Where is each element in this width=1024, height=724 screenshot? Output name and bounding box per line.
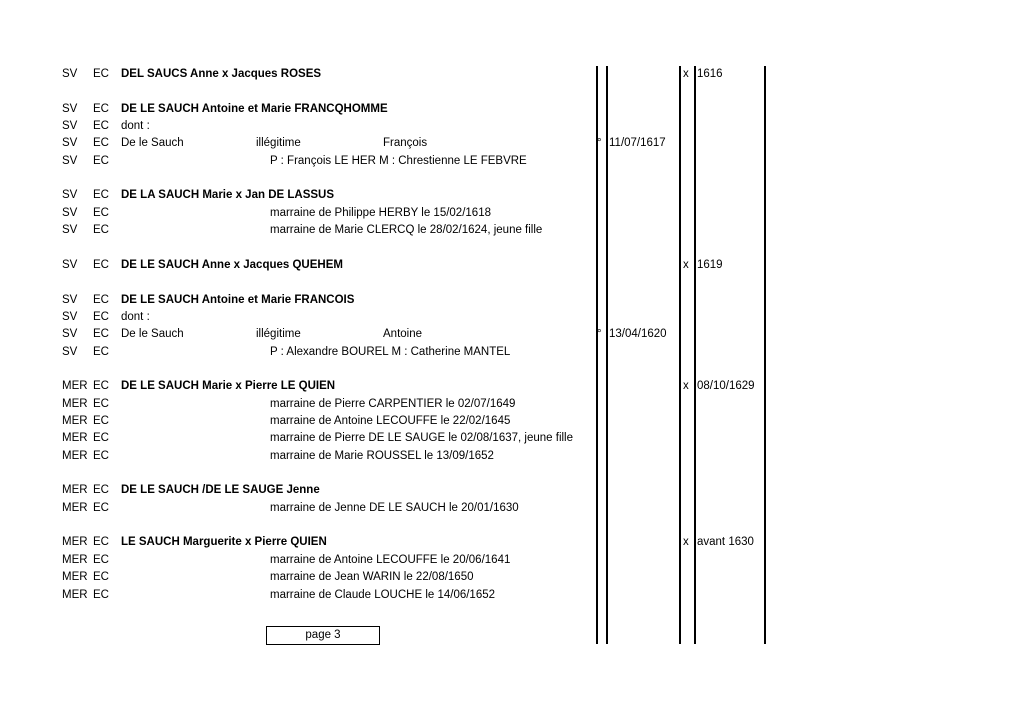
entry-note: marraine de Jenne DE LE SAUCH le 20/01/1630 xyxy=(270,501,519,514)
baptism-mark: ° xyxy=(597,328,602,341)
register-row xyxy=(0,153,1024,170)
record-type: EC xyxy=(93,189,109,202)
parish-code: MER xyxy=(62,432,88,445)
entry-note: marraine de Pierre CARPENTIER le 02/07/1649 xyxy=(270,397,516,410)
record-type: EC xyxy=(93,137,109,150)
register-row xyxy=(0,344,1024,361)
register-row xyxy=(0,309,1024,326)
entry-note: marraine de Pierre DE LE SAUGE le 02/08/1637, jeune fille xyxy=(270,432,573,445)
record-type: EC xyxy=(93,120,109,133)
register-row xyxy=(0,500,1024,517)
record-type: EC xyxy=(93,224,109,237)
legitimacy: illégitime xyxy=(256,328,301,341)
record-type: EC xyxy=(93,449,109,462)
page-number: page 3 xyxy=(305,629,341,641)
register-row xyxy=(0,448,1024,465)
record-type: EC xyxy=(93,432,109,445)
record-type: EC xyxy=(93,102,109,115)
parish-code: MER xyxy=(62,484,88,497)
record-type: EC xyxy=(93,68,109,80)
record-type: EC xyxy=(93,328,109,341)
record-type: EC xyxy=(93,397,109,410)
parish-code: MER xyxy=(62,571,88,584)
marriage-mark: x xyxy=(683,380,689,393)
entry-name: DE LE SAUCH Antoine et Marie FRANCQHOMME xyxy=(121,102,388,115)
entry-note: marraine de Philippe HERBY le 15/02/1618 xyxy=(270,206,491,219)
register-row xyxy=(0,413,1024,430)
parish-code: MER xyxy=(62,501,88,514)
entry-name: De le Sauch xyxy=(121,137,184,150)
record-type: EC xyxy=(93,415,109,427)
parish-code: SV xyxy=(62,345,78,358)
entry-name: De le Sauch xyxy=(121,328,184,341)
parish-code: MER xyxy=(62,553,88,566)
entry-name: DE LE SAUCH /DE LE SAUGE Jenne xyxy=(121,484,320,497)
parish-code: MER xyxy=(62,536,88,549)
register-row xyxy=(0,118,1024,135)
record-type: EC xyxy=(93,571,109,584)
parish-code: SV xyxy=(62,258,78,271)
record-type: EC xyxy=(93,154,109,167)
register-row xyxy=(0,101,1024,118)
marriage-date: 1616 xyxy=(697,68,723,80)
record-type: EC xyxy=(93,588,109,601)
register-row xyxy=(0,66,1024,83)
entry-note: marraine de Antoine LECOUFFE le 20/06/1641 xyxy=(270,553,511,566)
parish-code: SV xyxy=(62,102,78,115)
baptism-mark: ° xyxy=(597,137,602,150)
marriage-date: avant 1630 xyxy=(697,536,754,549)
marriage-mark: x xyxy=(683,68,689,80)
entry-note: marraine de Marie CLERCQ le 28/02/1624, jeune fille xyxy=(270,224,543,237)
register-row xyxy=(0,205,1024,222)
entry-name: DEL SAUCS Anne x Jacques ROSES xyxy=(121,68,322,80)
parish-code: MER xyxy=(62,588,88,601)
entry-note: marraine de Marie ROUSSEL le 13/09/1652 xyxy=(270,449,494,462)
parish-code: MER xyxy=(62,397,88,410)
register-row xyxy=(0,552,1024,569)
parish-code: SV xyxy=(62,206,78,219)
entry-name: DE LE SAUCH Marie x Pierre LE QUIEN xyxy=(121,380,336,393)
record-type: EC xyxy=(93,553,109,566)
register-row xyxy=(0,326,1024,343)
parish-code: MER xyxy=(62,449,88,462)
entry-note: marraine de Jean WARIN le 22/08/1650 xyxy=(270,571,474,584)
register-row xyxy=(0,378,1024,395)
entry-note: P : Alexandre BOUREL M : Catherine MANTEL xyxy=(270,345,511,358)
record-type: EC xyxy=(93,310,109,323)
entry-note: P : François LE HER M : Chrestienne LE FEBVRE xyxy=(270,154,527,167)
register-row xyxy=(0,396,1024,413)
parish-code: SV xyxy=(62,310,78,323)
register-row xyxy=(0,587,1024,604)
parish-code: SV xyxy=(62,328,78,341)
first-name: Antoine xyxy=(383,328,423,341)
entry-note: marraine de Antoine LECOUFFE le 22/02/1645 xyxy=(270,415,511,427)
entry-note: marraine de Claude LOUCHE le 14/06/1652 xyxy=(270,588,496,601)
record-type: EC xyxy=(93,536,109,549)
register-row xyxy=(0,257,1024,274)
register-row xyxy=(0,187,1024,204)
entry-name: DE LE SAUCH Anne x Jacques QUEHEM xyxy=(121,258,343,271)
marriage-mark: x xyxy=(683,536,689,549)
record-type: EC xyxy=(93,484,109,497)
parish-code: SV xyxy=(62,154,78,167)
register-row xyxy=(0,482,1024,499)
marriage-date: 1619 xyxy=(697,258,723,271)
baptism-date: 11/07/1617 xyxy=(609,137,666,150)
record-type: EC xyxy=(93,206,109,219)
register-row xyxy=(0,292,1024,309)
parish-code: SV xyxy=(62,120,78,133)
record-type: EC xyxy=(93,501,109,514)
entry-name: DE LA SAUCH Marie x Jan DE LASSUS xyxy=(121,189,335,202)
parish-code: MER xyxy=(62,380,88,393)
legitimacy: illégitime xyxy=(256,137,301,150)
record-type: EC xyxy=(93,258,109,271)
marriage-mark: x xyxy=(683,258,689,271)
page-number-box xyxy=(266,626,380,645)
record-type: EC xyxy=(93,380,109,393)
first-name: François xyxy=(383,137,428,150)
register-row xyxy=(0,534,1024,551)
register-row xyxy=(0,569,1024,586)
parish-code: SV xyxy=(62,293,78,306)
register-row xyxy=(0,430,1024,447)
record-type: EC xyxy=(93,293,109,306)
parish-code: SV xyxy=(62,224,78,237)
register-row xyxy=(0,135,1024,152)
parish-code: SV xyxy=(62,68,78,80)
marriage-date: 08/10/1629 xyxy=(697,380,755,393)
entry-name: dont : xyxy=(121,120,150,133)
entry-name: dont : xyxy=(121,310,150,323)
parish-code: SV xyxy=(62,137,78,150)
entry-name: LE SAUCH Marguerite x Pierre QUIEN xyxy=(121,536,327,549)
parish-code: MER xyxy=(62,415,88,427)
parish-code: SV xyxy=(62,189,78,202)
register-row xyxy=(0,222,1024,239)
record-type: EC xyxy=(93,345,109,358)
entry-name: DE LE SAUCH Antoine et Marie FRANCOIS xyxy=(121,293,355,306)
baptism-date: 13/04/1620 xyxy=(609,328,667,341)
